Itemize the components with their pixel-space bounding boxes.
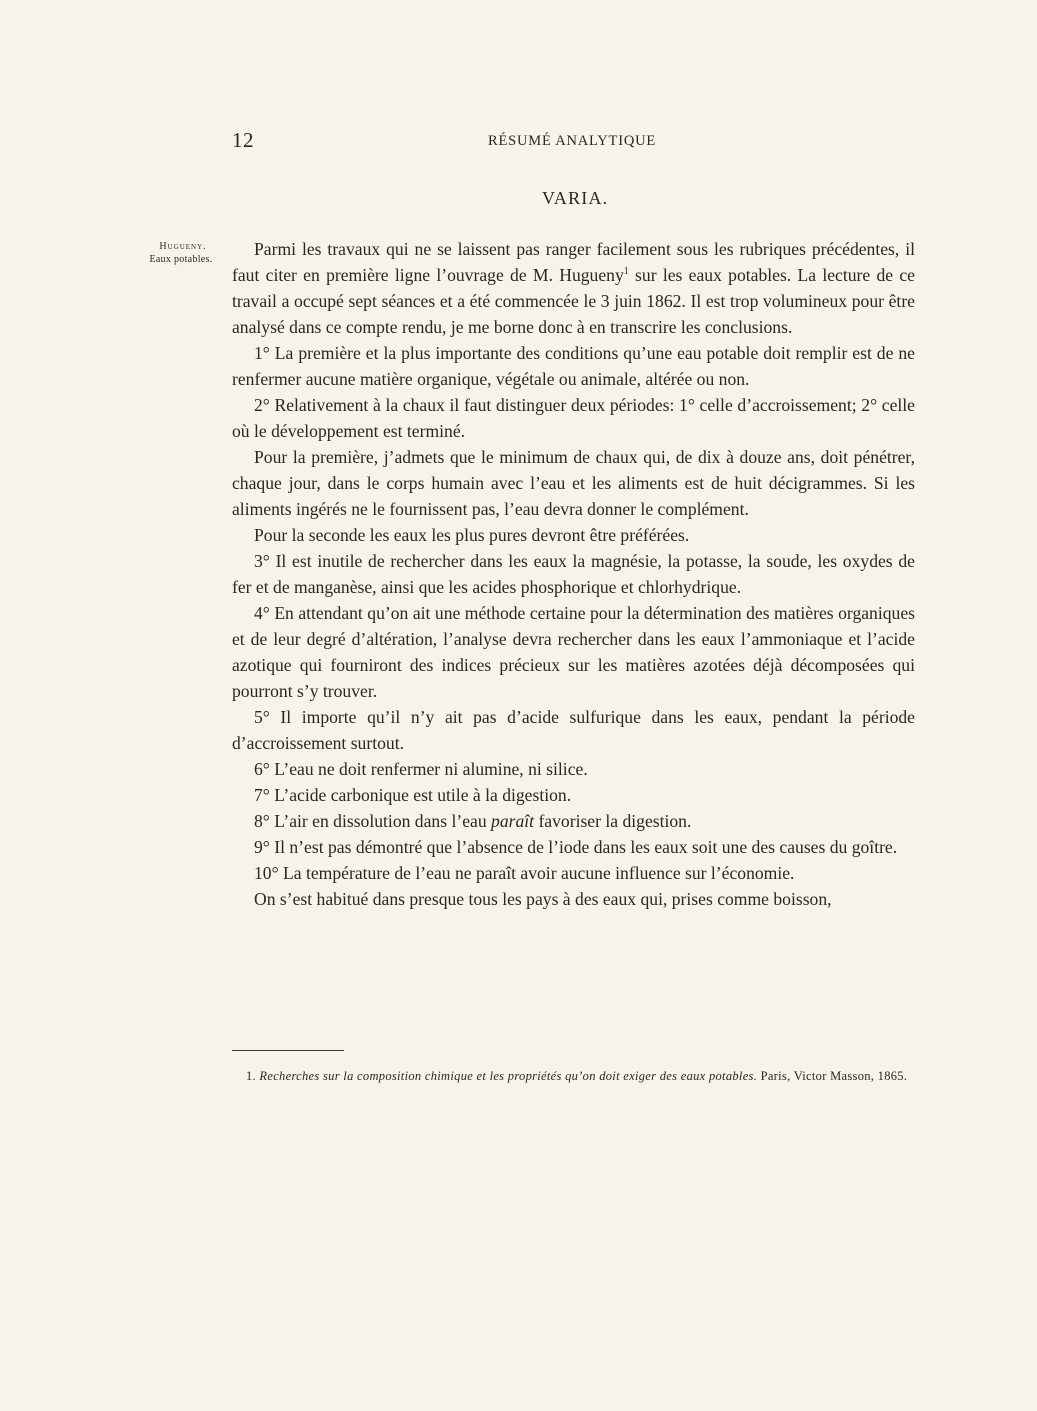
conclusion-8-after: favoriser la digestion.: [534, 811, 692, 831]
paragraph-conclusion-2a: Pour la première, j’admets que le minimum de chaux qui, de dix à douze ans, doit pénétrer, chaque jour, dans le corps humain avec l’eau et les aliments est de huit décigrammes. Si les aliments ingérés ne le fournissent pas, l’eau devra donner le complément.: [232, 447, 915, 519]
paragraph-conclusion-2: 2° Relativement à la chaux il faut distinguer deux périodes: 1° celle d’accroissement; 2° celle où le développement est terminé.: [232, 395, 915, 441]
margin-note-topic: Eaux potables.: [149, 254, 213, 265]
conclusion-8-italic: paraît: [491, 811, 535, 831]
paragraph-conclusion-1: 1° La première et la plus importante des conditions qu’une eau potable doit remplir est de ne renfermer aucune matière organique, végétale ou animale, altérée ou non.: [232, 343, 915, 389]
paragraph-conclusion-2b: Pour la seconde les eaux les plus pures devront être préférées.: [254, 525, 690, 545]
footnote-divider: [232, 1050, 344, 1051]
footnote-text: [232, 1066, 915, 1086]
page-number: 12: [232, 128, 254, 152]
footnote-title: Recherches sur la composition chimique et les propriétés qu’on doit exiger des eaux potables.: [259, 1069, 758, 1083]
section-title: VARIA.: [542, 188, 609, 208]
intro-text-after: sur les eaux potables. La lecture de ce travail a occupé sept séances et a été commencée le 3 juin 1862. Il est trop volumineux pour être analysé dans ce compte rendu, je me borne donc à en transcrire les conclusions.: [232, 265, 915, 337]
footnote-reference: 1: [623, 266, 629, 277]
paragraph-intro: [232, 236, 915, 340]
body-text: [232, 236, 915, 912]
conclusion-8-before: 8° L’air en dissolution dans l’eau: [254, 811, 492, 831]
footnote-publisher: Paris, Victor Masson, 1865.: [760, 1069, 908, 1083]
paragraph-conclusion-8: [232, 808, 915, 834]
paragraph-conclusion-9: 9° Il n’est pas démontré que l’absence de l’iode dans les eaux soit une des causes du goître.: [254, 837, 898, 857]
footnote: [232, 1066, 915, 1086]
margin-note: [136, 240, 230, 266]
margin-note-author: Hugueny.: [159, 241, 207, 252]
paragraph-conclusion-7: 7° L’acide carbonique est utile à la digestion.: [254, 785, 572, 805]
paragraph-continuation: On s’est habitué dans presque tous les pays à des eaux qui, prises comme boisson,: [254, 889, 832, 909]
paragraph-conclusion-10: 10° La température de l’eau ne paraît avoir aucune influence sur l’économie.: [254, 863, 795, 883]
paragraph-conclusion-3: 3° Il est inutile de rechercher dans les eaux la magnésie, la potasse, la soude, les oxydes de fer et de manganèse, ainsi que les acides phosphorique et chlorhydrique.: [232, 551, 915, 597]
page-header: [232, 128, 912, 154]
intro-text-before: Parmi les travaux qui ne se laissent pas ranger facilement sous les rubriques précédentes, il faut citer en première ligne l’ouvrage de M. Hugueny: [232, 239, 915, 285]
paragraph-conclusion-6: 6° L’eau ne doit renfermer ni alumine, ni silice.: [254, 759, 588, 779]
running-title: RÉSUMÉ ANALYTIQUE: [488, 133, 657, 149]
paragraph-conclusion-5: 5° Il importe qu’il n’y ait pas d’acide sulfurique dans les eaux, pendant la période d’accroissement surtout.: [232, 707, 915, 753]
footnote-number: 1.: [246, 1069, 256, 1083]
paragraph-conclusion-4: 4° En attendant qu’on ait une méthode certaine pour la détermination des matières organiques et de leur degré d’altération, l’analyse devra rechercher dans les eaux l’ammoniaque et l’acide azotique qui fourniront des indices précieux sur les matières azotées déjà décomposées qui pourront s’y trouver.: [232, 603, 915, 701]
